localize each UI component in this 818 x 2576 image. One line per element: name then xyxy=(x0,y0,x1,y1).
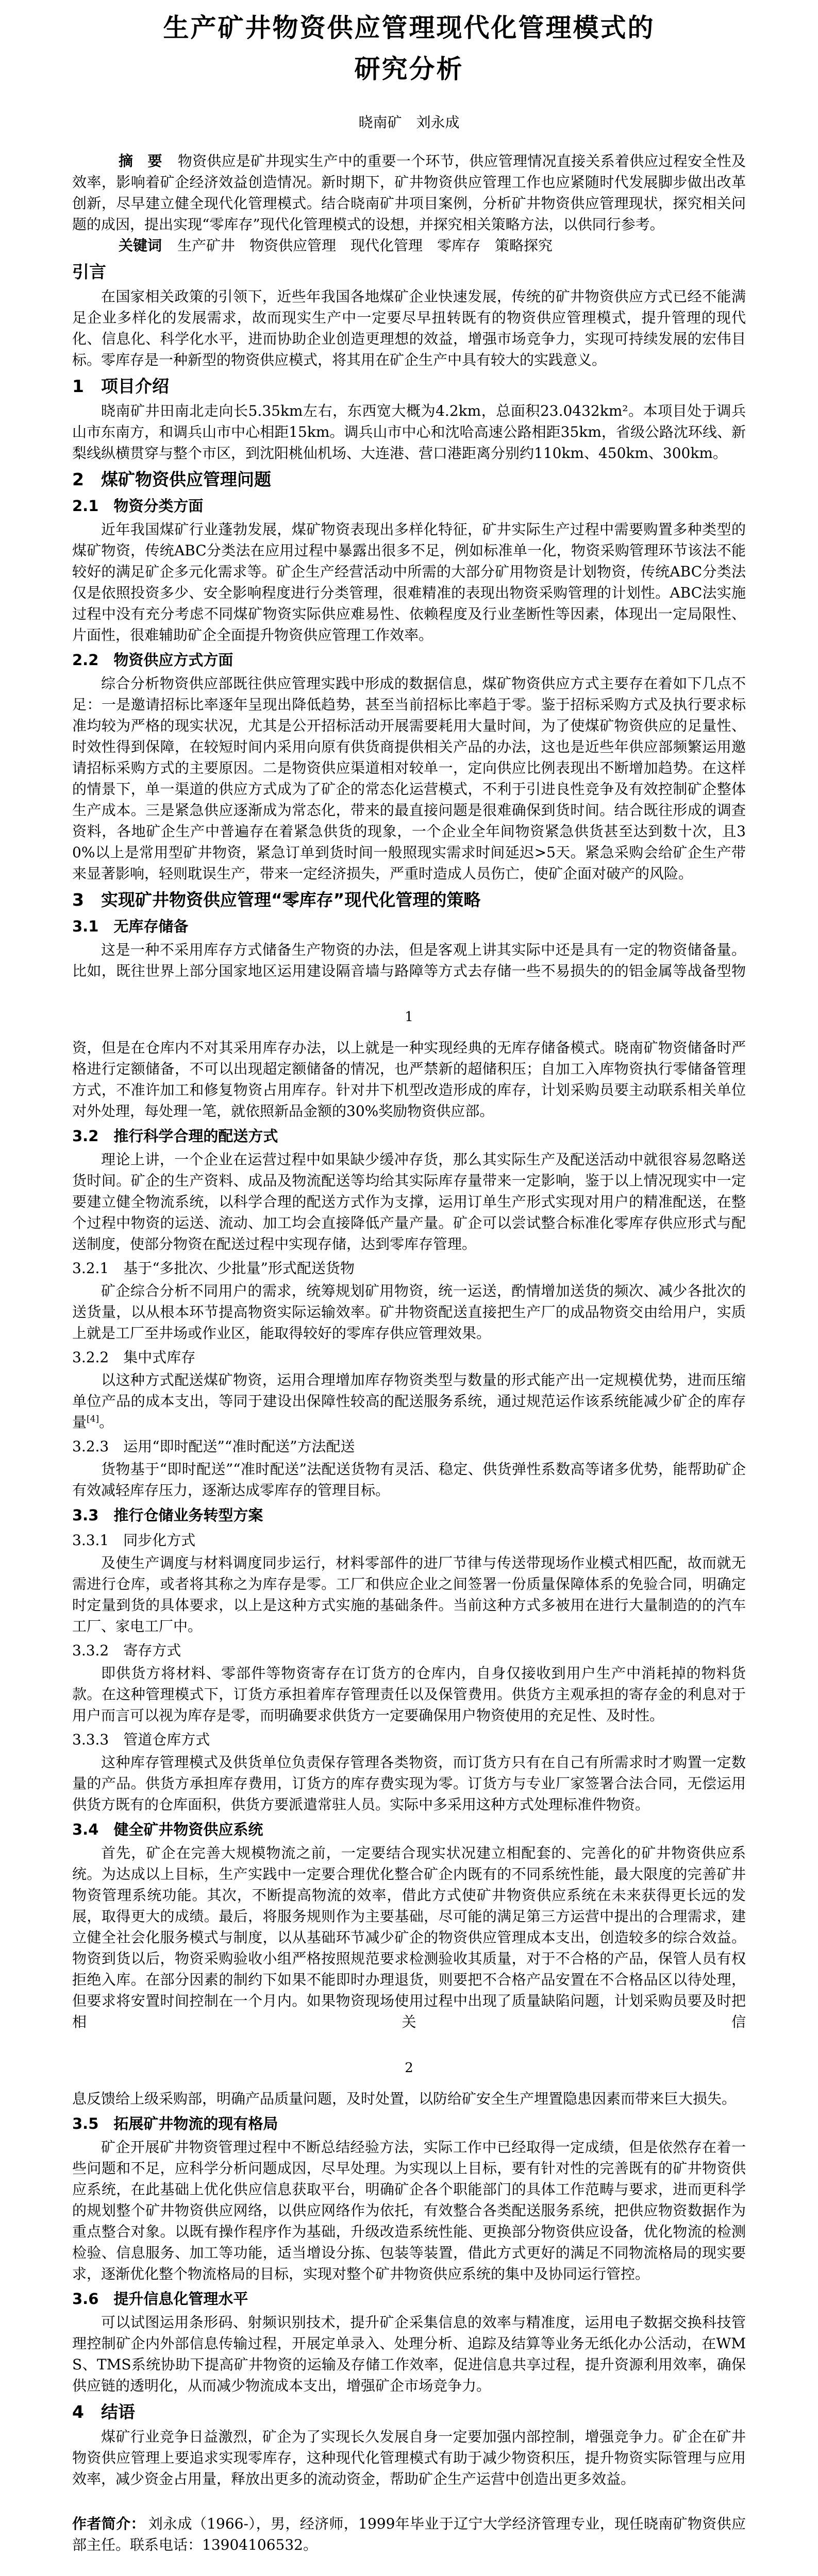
section-3-4-paragraph-part2: 息反馈给上级采购部，明确产品质量问题，及时处置，以防给矿安全生产埋置隐患因素而带来巨大损失。 xyxy=(72,2090,737,2107)
section-3-1-paragraph-part2: 资，但是在仓库内不对其采用库存办法，以上就是一种实现经典的无库存储备模式。晓南矿物资储备时严格进行定额储备，不可以出现超定额储备的情况，也严禁新的超储积压；自加工入库物资执行零储备管理方式，不准许加工和修复物资占用库存。针对井下机型改造形成的库存，计划采购员要主动联系相关单位对外处理，每处理一笔，就依照新品金额的30%奖励物资供应部。 xyxy=(72,1039,746,1120)
heading-2-2: 2.2 物资供应方式方面 xyxy=(72,651,233,669)
section-3-6-paragraph: 可以试图运用条形码、射频识别技术，提升矿企采集信息的效率与精准度，运用电子数据交换科技管理控制矿企内外部信息传输过程，开展定单录入、处理分析、追踪及结算等业务无纸化办公活动，在WMS、TMS系统协助下提高矿井物资的运输及存储工作效率，促进信息共享过程，提升资源利用效率，确保供应链的透明化，从而减少物流成本支出，增强矿企市场竞争力。 xyxy=(72,2314,746,2394)
section-3-3-2-paragraph: 即供货方将材料、零部件等物资寄存在订货方的仓库内，自身仅接收到用户生产中消耗掉的物料货款。在这种管理模式下，订货方承担着库存管理责任以及保管费用。供货方主观承担的寄存金的利息对于用户而言可以视为库存是零，而明确要求供货方一定要确保用户物资使用的充足性、及时性。 xyxy=(72,1665,746,1724)
heading-3-3-1: 3.3.1 同步化方式 xyxy=(72,1532,196,1549)
heading-3-6: 3.6 提升信息化管理水平 xyxy=(72,2290,248,2308)
citation-superscript: [4] xyxy=(87,1414,99,1425)
bio-text: 刘永成（1966-），男，经济师，1999年毕业于辽宁大学经济管理专业，现任晓南矿物资供应部主任。联系电话：13904106532。 xyxy=(72,2515,746,2553)
paper-title-line2: 研究分析 xyxy=(354,54,464,84)
intro-paragraph: 在国家相关政策的引领下，近些年我国各地煤矿企业快速发展，传统的矿井物资供应方式已经不能满足企业多样化的发展需求，故而现实生产中一定要尽早扭转既有的物资供应管理模式，提升管理的现代化、信息化、科学化水平，进而协助企业创造更理想的效益，增强市场竞争力，实现可持续发展的宏伟目标。零库存是一种新型的物资供应模式，将其用在矿企生产中具有较大的实践意义。 xyxy=(72,288,746,368)
heading-3-3: 3.3 推行仓储业务转型方案 xyxy=(72,1506,263,1524)
heading-3-3-3: 3.3.3 管道仓库方式 xyxy=(72,1731,210,1748)
heading-2: 2 煤矿物资供应管理问题 xyxy=(72,469,271,489)
heading-3-5: 3.5 拓展矿井物流的现有格局 xyxy=(72,2115,278,2132)
section-3-2-2-text-end: 。 xyxy=(99,1414,114,1431)
section-3-3-1-paragraph: 及使生产调度与材料调度同步运行，材料零部件的进厂节律与传送带现场作业模式相匹配，故而就无需进行仓库，或者将其称之为库存是零。工厂和供应企业之间签署一份质量保障体系的免验合同，明确定时定量到货的具体要求，以上是这种方式实施的基础条件。当前这种方式多被用在进行大量制造的的汽车工厂、家电工厂中。 xyxy=(72,1554,746,1635)
heading-2-1: 2.1 物资分类方面 xyxy=(72,497,204,515)
author-line: 晓南矿 刘永成 xyxy=(358,114,460,131)
section-3-2-1-paragraph: 矿企综合分析不同用户的需求，统筹规划矿用物资，统一运送，酌情增加送货的频次、减少各批次的送货量，以从根本环节提高物资实际运输效率。矿井物资配送直接把生产厂的成品物资交由给用户，实质上就是工厂至井场或作业区，能取得较好的零库存供应管理效果。 xyxy=(72,1282,746,1342)
section-3-5-paragraph: 矿企开展矿井物资管理过程中不断总结经验方法，实际工作中已经取得一定成绩，但是依然存在着一些问题和不足，应科学分析问题成因，尽早处理。为实现以上目标，要有针对性的完善既有的矿井物资供应系统，在此基础上优化供应信息获取平台，明确矿企各个职能部门的具体工作范畴与要求，进而更科学的规划整个矿井物资供应网络，以供应网络作为依托，有效整合各类配送服务系统，把供应物资数据作为重点整合对象。以既有操作程序作为基础，升级改造系统性能、更换部分物资供应设备，优化物流的检测检验、信息服务、加工等功能，适当增设分拣、包装等装置，借此方式更好的满足不同物流格局的现实要求，逐渐优化整个物流格局的目标，实现对整个矿井物资供应系统的集中及协同运行管控。 xyxy=(72,2139,746,2282)
section-3-4-paragraph-part1: 首先，矿企在完善大规模物流之前，一定要结合现实状况建立相配套的、完善化的矿井物资供应系统。为达成以上目标，生产实践中一定要合理优化整合矿企内既有的不同系统性能，最大限度的完善矿井物资管理系统功能。其次，不断提高物流的效率，借此方式使矿井物资供应系统在未来获得更长远的发展，取得更大的成绩。最后，将服务规则作为主要基础，尽可能的满足第三方运营中提出的合理需求，建立健全社会化服务模式与制度，以从基础环节减少矿企的物资供应管理成本支出，创造较多的综合效益。物资到货以后，物资采购验收小组严格按照规范要求检测验收其质量，对于不合格的产品，保管人员有权拒绝入库。在部分因素的制约下如果不能即时办理退货，则要把不合格产品安置在不合格品区以待处理，但要求将安置时间控制在一个月内。如果物资现场使用过程中出现了质量缺陷问题，计划采购员要及时把相关信 xyxy=(72,1844,746,2030)
abstract-text: 物资供应是矿井现实生产中的重要一个环节，供应管理情况直接关系着供应过程安全性及效率，影响着矿企经济效益创造情况。新时期下，矿井物资供应管理工作也应紧随时代发展脚步做出改革创新，尽早建立健全现代化管理模式。结合晓南矿井项目案例，分析矿井物资供应管理现状，探究相关问题的成因，提出实现“零库存”现代化管理模式的设想，并探究相关策略方法，以供同行参考。 xyxy=(72,152,746,233)
heading-3-1: 3.1 无库存储备 xyxy=(72,918,189,935)
heading-3: 3 实现矿井物资供应管理“零库存”现代化管理的策略 xyxy=(72,890,481,910)
abstract-paragraph xyxy=(72,150,746,235)
section-3-3-3-paragraph: 这种库存管理模式及供货单位负责保存管理各类物资，而订货方只有在自己有所需求时才购置一定数量的产品。供货方承担库存费用，订货方的库存费实现为零。订货方与专业厂家签署合法合同，无偿运用供货方既有的仓库面积，供货方要派遣常驻人员。实际中多采用这种方式处理标准件物资。 xyxy=(72,1754,746,1813)
heading-3-3-2: 3.3.2 寄存方式 xyxy=(72,1642,181,1659)
page-number-1: 1 xyxy=(405,1009,413,1025)
heading-3-4: 3.4 健全矿井物资供应系统 xyxy=(72,1821,263,1838)
paper-title-line1: 生产矿井物资供应管理现代化管理模式的 xyxy=(163,13,655,43)
section-3-2-paragraph: 理论上讲，一个企业在运营过程中如果缺少缓冲存货，那么其实际生产及配送活动中就很容易忽略送货时间。矿企的生产资料、成品及物流配送等均给其实际库存量带来一定影响，鉴于以上情况现实中一定要建立健全物流系统，以科学合理的配送方式作为支撑，运用订单生产形式实现对用户的精准配送，在整个过程中物资的运送、流动、加工均会直接降低产量产量。矿企可以尝试整合标准化零库存供应形式与配送制度，使部分物资在配送过程中实现存储，达到零库存管理。 xyxy=(72,1151,746,1252)
abstract-label: 摘 要 xyxy=(119,152,162,170)
section-3-2-3-paragraph: 货物基于“即时配送”“准时配送”法配送货物有灵活、稳定、供货弹性系数高等诸多优势，能帮助矿企有效减轻库存压力，逐渐达成零库存的管理目标。 xyxy=(72,1461,746,1499)
section-2-1-paragraph: 近年我国煤矿行业蓬勃发展，煤矿物资表现出多样化特征，矿井实际生产过程中需要购置多种类型的煤矿物资，传统ABC分类法在应用过程中暴露出很多不足，例如标准单一化，物资采购管理环节该法不能较好的满足矿企多元化需求等。矿企生产经营活动中所需的大部分矿用物资是计划物资，传统ABC分类法仅是依照投资多少、安全影响程度进行分类管理，很难精准的表现出物资采购管理的计划性。ABC法实施过程中没有充分考虑不同煤矿物资实际供应难易性、依赖程度及行业垄断性等因素，体现出一定局限性、片面性，很难辅助矿企全面提升物资供应管理工作效率。 xyxy=(72,521,746,643)
heading-3-2-3: 3.2.3 运用“即时配送”“准时配送”方法配送 xyxy=(72,1438,355,1455)
section-2-2-paragraph: 综合分析物资供应部既往供应管理实践中形成的数据信息，煤矿物资供应方式主要存在着如下几点不足：一是邀请招标比率逐年呈现出降低趋势，甚至当前招标比率趋于零。鉴于招标采购方式及执行要求标准均较为严格的现实状况，尤其是公开招标活动开展需要耗用大量时间，为了使煤矿物资供应的足量性、时效性得到保障，在较短时间内采用向原有供货商提供相关产品的办法，这也是近些年供应部频繁运用邀请招标采购方式的主要原因。二是物资供应渠道相对较单一，定向供应比例表现出不断增加趋势。在这样的情景下，单一渠道的供应方式成为了矿企的常态化运营模式，不利于引进良性竞争及有效控制矿企整体生产成本。三是紧急供应逐渐成为常态化，带来的最直接问题是很难确保到货时间。结合既往形成的调查资料，各地矿企生产中普遍存在着紧急供货的现象，一个企业全年间物资紧急供货甚至达到数十次，且30%以上是常用型矿井物资，紧急订单到货时间一般照现实需求时间延迟>5天。紧急采购会给矿企生产带来显著影响，轻则耽误生产，带来一定经济损失，严重时造成人员伤亡，使矿企面对破产的风险。 xyxy=(72,675,746,882)
heading-3-2-2: 3.2.2 集中式库存 xyxy=(72,1349,196,1366)
keywords-line xyxy=(72,235,746,256)
section-3-2-2-text: 以这种方式配送煤矿物资，运用合理增加库存物资类型与数量的形式能产出一定规模优势，进而压缩单位产品的成本支出，等同于建设出保障性较高的配送服务系统，通过规范运作该系统能减少矿企的库存量 xyxy=(72,1371,746,1431)
keywords-text: 生产矿井 物资供应管理 现代化管理 零库存 策略探究 xyxy=(177,237,553,254)
heading-4: 4 结语 xyxy=(72,2402,135,2422)
heading-1: 1 项目介绍 xyxy=(72,376,169,396)
heading-3-2: 3.2 推行科学合理的配送方式 xyxy=(72,1127,278,1145)
heading-3-2-1: 3.2.1 基于“多批次、少批量”形式配送货物 xyxy=(72,1260,355,1277)
section-4-paragraph: 煤矿行业竞争日益激烈，矿企为了实现长久发展自身一定要加强内部控制，增强竞争力。矿企在矿井物资供应管理上要追求实现零库存，这种现代化管理模式有助于减少物资积压，提升物资实际管理与应用效率，减少资金占用量，释放出更多的流动资金，帮助矿企生产运营中创造出更多效益。 xyxy=(72,2428,746,2487)
bio-label: 作者简介： xyxy=(72,2515,145,2532)
section-3-1-paragraph-part1: 这是一种不采用库存方式储备生产物资的办法，但是客观上讲其实际中还是具有一定的物资储备量。比如，既往世界上部分国家地区运用建设隔音墙与路障等方式去存储一些不易损失的的铝金属等战备型物 xyxy=(72,941,746,979)
page-number-2: 2 xyxy=(405,2060,413,2076)
author-bio xyxy=(72,2513,746,2555)
heading-intro: 引言 xyxy=(72,262,106,282)
section-1-paragraph: 晓南矿井田南北走向长5.35km左右，东西宽大概为4.2km，总面积23.0432km²。本项目处于调兵山市东南方，和调兵山市中心相距15km。调兵山市中心和沈哈高速公路相距35km，省级公路沈环线、新梨线纵横贯穿与整个市区，到沈阳桃仙机场、大连港、营口港距离分别约110km、450km、300km。 xyxy=(72,402,746,462)
section-3-2-2-paragraph xyxy=(72,1369,746,1433)
keywords-label: 关键词 xyxy=(119,237,162,254)
